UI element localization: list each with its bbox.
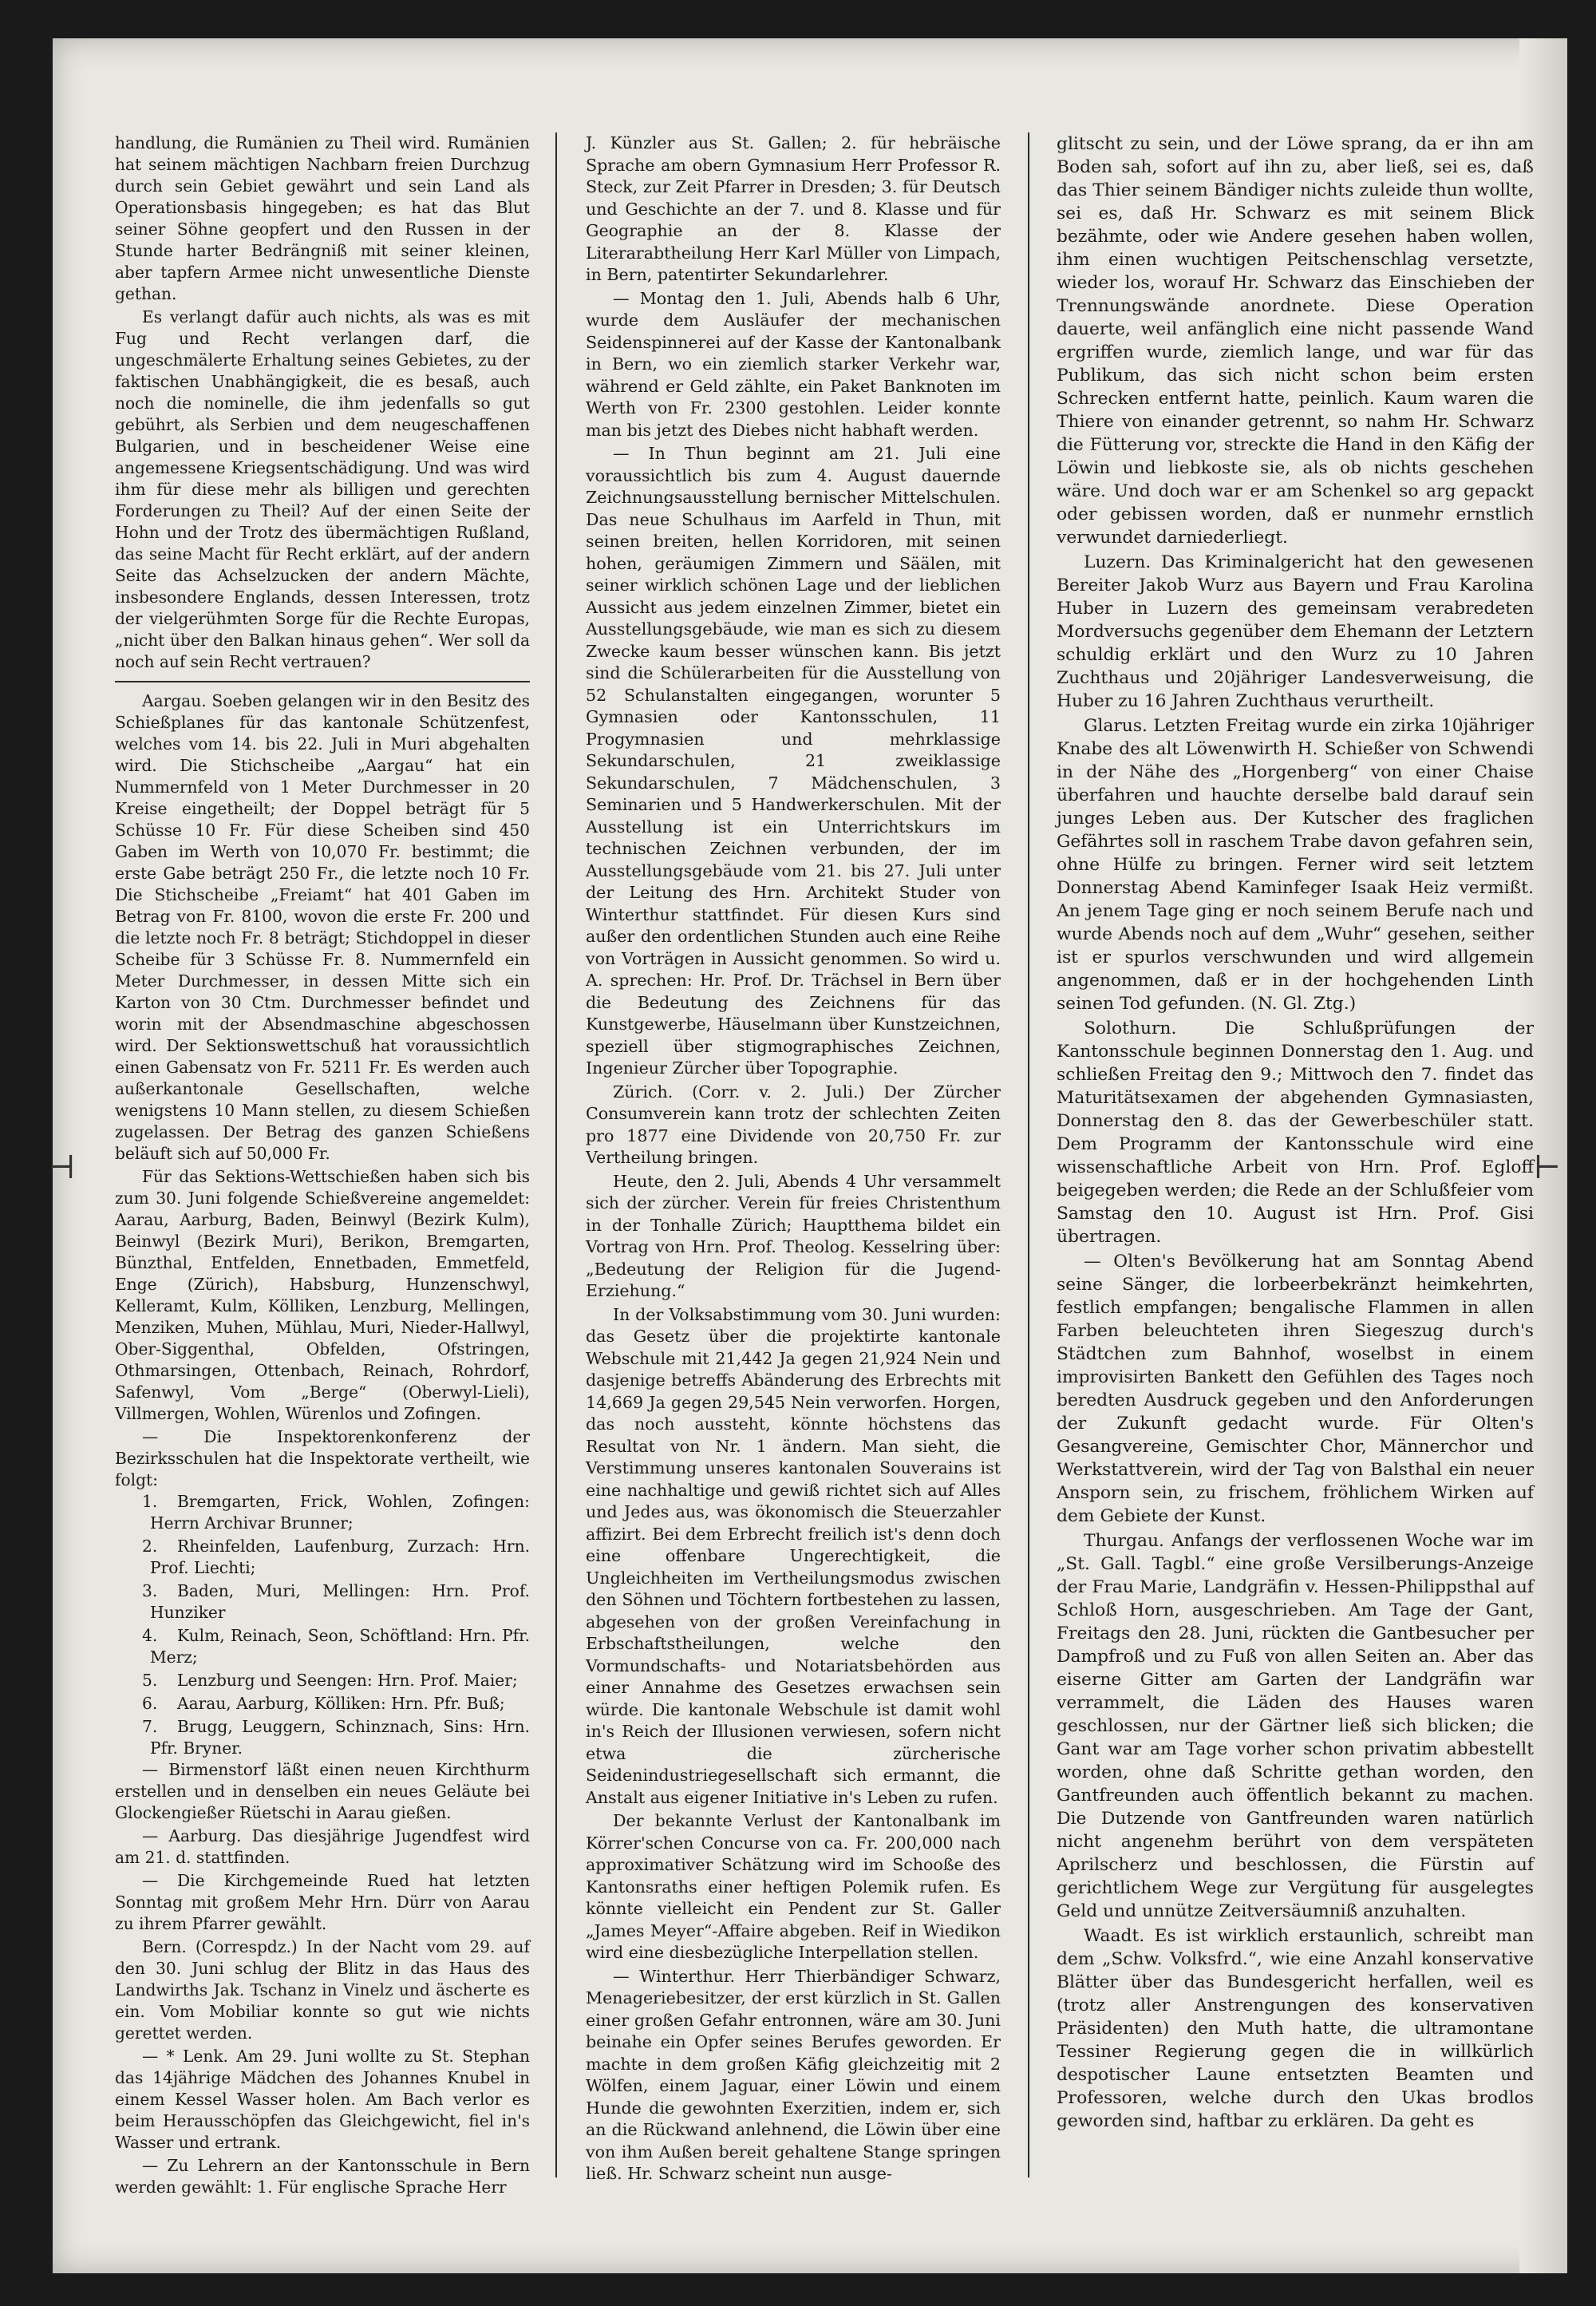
registration-mark-right: ⊢ [1533,1149,1561,1186]
column-rule [555,133,557,2177]
section-divider [115,681,530,682]
list-item: 3. Baden, Muri, Mellingen: Hrn. Prof. Hunziker [142,1581,530,1622]
article-waadt: Waadt. Es ist wirklich erstaunlich, schreibt man dem „Schw. Volksfrd.“, wie eine Anzahl konservative Blätter über das Bundesgericht herfallen, weil es (trotz aller Anstrengungen des konservativen Präsidenten) den Muth hatte, die ultramontane Tessiner Regierung gegen die in willkürlich despotischer Laune entsetzten Beamten und Professoren, welche durch den Ukas brodlos geworden sind, haftbar zu erklären. Da geht es [1057,1926,1534,2131]
article-text: — Die Inspektorenkonferenz der Bezirksschulen hat die Inspektorate vertheilt, wie folgt: [115,1427,530,1489]
article-luzern: Luzern. Das Kriminalgericht hat den gewesenen Bereiter Jakob Wurz aus Bayern und Frau Karolina Huber in Luzern des gemeinsam verabredeten Mordversuchs gegenüber dem Ehemann der Letztern schuldig erklärt und den Wurz zu 10 Jahren Zuchthaus und 20jähriger Landesverweisung, die Huber zu 16 Jahren Zuchthaus verurtheilt. [1057,552,1534,711]
newspaper-page [48,38,1567,2273]
article-text: — Montag den 1. Juli, Abends halb 6 Uhr, wurde dem Ausläufer der mechanischen Seidenspinnerei auf der Kasse der Kantonalbank in Bern, wo ein ziemlich starker Verkehr war, während er Geld zählte, ein Paket Banknoten im Werth von Fr. 2300 gestohlen. Leider konnte man bis jetzt des Diebes nicht habhaft werden. [586,288,1001,440]
list-item: 1. Bremgarten, Frick, Wohlen, Zofingen: Herrn Archivar Brunner; [142,1492,530,1533]
article-aargau: Aargau. Soeben gelangen wir in den Besitz des Schießplanes für das kantonale Schützenfest, welches vom 14. bis 22. Juli in Muri abgehalten wird. Die Stichscheibe „Aargau“ hat ein Nummernfeld von 1 Meter Durchmesser in 20 Kreise eingetheilt; der Doppel beträgt für 5 Schüsse 10 Fr. Für diese Scheiben sind 450 Gaben im Werth von 10,070 Fr. bestimmt; die erste Gabe beträgt 250 Fr., die letzte noch 10 Fr. Die Stichscheibe „Freiamt“ hat 401 Gaben im Betrag von Fr. 8100, wovon die erste Fr. 200 und die letzte noch Fr. 8 beträgt; Stichdoppel in dieser Scheibe für 3 Schüsse Fr. 8. Nummernfeld ein Meter Durchmesser, in dessen Mitte sich ein Karton von 30 Ctm. Durchmesser befindet und worin mit der Absendmaschine abgeschossen wird. Der Sektionswettschuß hat voraussichtlich einen Gabensatz von Fr. 5211 Fr. Es werden auch außerkantonale Gesellschaften, welche wenigstens 10 Mann stellen, zu diesem Schießen zugelassen. Der Betrag des ganzen Schießens beläuft sich auf 50,000 Fr. [115,691,530,1163]
list-item: 6. Aarau, Aarburg, Kölliken: Hrn. Pfr. Buß; [142,1694,505,1713]
article-text: — Zu Lehrern an der Kantonsschule in Bern werden gewählt: 1. Für englische Sprache Herr [115,2156,530,2197]
column-2 [586,133,1001,2185]
article-text: Für das Sektions-Wettschießen haben sich bis zum 30. Juni folgende Schießvereine angemeldet: Aarau, Aarburg, Baden, Beinwyl (Bezirk Kulm), Beinwyl (Bezirk Muri), Berikon, Bremgarten, Bünzthal, Entfelden, Ennetbaden, Emmetfeld, Enge (Zürich), Habsburg, Hunzenschwyl, Kelleramt, Kulm, Kölliken, Lenzburg, Mellingen, Menziken, Muhen, Mühlau, Muri, Nieder-Hallwyl, Ober-Siggenthal, Obfelden, Ofstringen, Othmarsingen, Ottenbach, Reinach, Rohrdorf, Safenwyl, Vom „Berge“ (Oberwyl-Lieli), Villmergen, Wohlen, Würenlos und Zofingen. [115,1167,530,1423]
article-text: Heute, den 2. Juli, Abends 4 Uhr versammelt sich der zürcher. Verein für freies Christenthum in der Tonhalle Zürich; Hauptthema bildet ein Vortrag von Hrn. Prof. Theolog. Kesselring über: „Bedeutung der Religion für die Jugend-Erziehung.“ [586,1171,1001,1300]
list-item: 7. Brugg, Leuggern, Schinznach, Sins: Hrn. Pfr. Bryner. [142,1717,530,1758]
article-winterthur: — Winterthur. Herr Thierbändiger Schwarz, Menageriebesitzer, der erst kürzlich in St. Gallen einer großen Gefahr entronnen, wäre am 30. Juni beinahe ein Opfer seines Berufes geworden. Er machte in dem großen Käfig gleichzeitig mit 2 Wölfen, einem Jaguar, einer Löwin und einem Hunde die gewohnten Exerzitien, indem er, sich an die Rückwand anlehnend, die Löwin über eine von ihm Außen bereit gehaltene Stange springen ließ. Hr. Schwarz scheint nun ausge- [586,1966,1001,2183]
article-zuerich: Zürich. (Corr. v. 2. Juli.) Der Zürcher Consumverein kann trotz der schlechten Zeiten pro 1877 eine Dividende von 20,750 Fr. zur Vertheilung bringen. [586,1082,1001,1167]
article-text: J. Künzler aus St. Gallen; 2. für hebräische Sprache am obern Gymnasium Herr Professor R. Steck, zur Zeit Pfarrer in Dresden; 3. für Deutsch und Geschichte an der 7. und 8. Klasse und für Geographie an der 8. Klasse der Literarabtheilung Herr Karl Müller von Limpach, in Bern, patentirter Sekundarlehrer. [586,133,1001,284]
inspectorate-list [115,1491,530,1759]
registration-mark-left: ⊣ [48,1149,76,1186]
article-text: handlung, die Rumänien zu Theil wird. Rumänien hat seinem mächtigen Nachbarn freien Durchzug durch sein Gebiet gewährt und sein Land als Operationsbasis hingegeben; es hat das Blut seiner Söhne geopfert und den Russen in der Stunde harter Bedrängniß mit seiner kleinen, aber tapfern Armee nicht unwesentliche Dienste gethan. [115,133,530,303]
column-3 [1057,133,1534,2133]
article-text: — Aarburg. Das diesjährige Jugendfest wird am 21. d. stattfinden. [115,1826,530,1867]
article-text: In der Volksabstimmung vom 30. Juni wurden: das Gesetz über die projektirte kantonale Webschule mit 21,442 Ja gegen 21,924 Nein und dasjenige betreffs Abänderung des Erbrechts mit 14,669 Ja gegen 29,545 Nein verworfen. Horgen, das noch aussteht, könnte höchstens das Resultat von Nr. 1 ändern. Man sieht, die Verstimmung unseres kantonalen Souverains ist eine nachhaltige und gewiß richtet sich auf Alles und Jedes aus, was ökonomisch die Steuerzahler affizirt. Bei dem Erbrecht freilich ist's denn doch eine offenbare Ungerechtigkeit, die Ungleichheiten im Vertheilungsmodus zwischen den Söhnen und Töchtern fortbestehen zu lassen, abgesehen von der großen Vereinfachung in Erbschaftstheilungen, welche den Vormundschafts- und Notariatsbehörden aus einer Annahme des Gesetzes erwachsen sein würde. Die kantonale Webschule ist damit wohl in's Reich der Illusionen verwiesen, sofern nicht etwa die zürcherische Seidenindustriegesellschaft sich ermannt, die Anstalt aus eigener Initiative in's Leben zu rufen. [586,1304,1001,1807]
article-glarus: Glarus. Letzten Freitag wurde ein zirka 10jähriger Knabe des alt Löwenwirth H. Schießer von Schwendi in der Nähe des „Horgenberg“ von einer Chaise überfahren und hauchte derselbe bald darauf sein junges Leben aus. Der Kutscher des fraglichen Gefährtes soll in raschem Trabe davon gefahren sein, ohne Hülfe zu bringen. Ferner wird seit letztem Donnerstag Abend Kaminfeger Isaak Heiz vermißt. An jenem Tage ging er noch seinem Berufe nach und wurde Abends noch auf dem „Wuhr“ gesehen, seither ist er spurlos verschwunden und wird allgemein angenommen, daß er in der hochgehenden Linth seinen Tod gefunden. (N. Gl. Ztg.) [1057,716,1534,1014]
article-solothurn: Solothurn. Die Schlußprüfungen der Kantonsschule beginnen Donnerstag den 1. Aug. und schließen Freitag den 9.; Mittwoch den 7. findet das Maturitätsexamen der abgehenden Gymnasiasten, Donnerstag den 8. das der Gewerbeschüler statt. Dem Programm der Kantonsschule wird eine wissenschaftliche Arbeit von Hrn. Prof. Egloff beigegeben werden; die Rede an der Schlußfeier vom Samstag den 10. August ist Hrn. Prof. Gisi übertragen. [1057,1019,1534,1247]
article-text: Es verlangt dafür auch nichts, als was es mit Fug und Recht verlangen darf, die ungeschmälerte Erhaltung seines Gebietes, zu der faktischen Unabhängigkeit, die es besaß, auch noch die nominelle, die ihm jedenfalls so gut gebührt, als Serbien und dem neugeschaffenen Bulgarien, und in bescheidener Weise eine angemessene Kriegsentschädigung. Und was wird ihm für diese mehr als billigen und gerechten Forderungen zu Theil? Auf der einen Seite der Hohn und der Trotz des übermächtigen Rußland, das seine Macht für Recht erklärt, auf der andern Seite das Achselzucken der andern Mächte, insbesondere Englands, dessen Interessen, trotz der vielgerühmten Sorge für die Rechte Europas, „nicht über den Balkan hinaus gehen“. Wer soll da noch auf sein Recht vertrauen? [115,307,530,671]
article-thurgau: Thurgau. Anfangs der verflossenen Woche war im „St. Gall. Tagbl.“ eine große Versilberungs-Anzeige der Frau Marie, Landgräfin v. Hessen-Philippsthal auf Schloß Horn, ausgeschrieben. Am Tage der Gant, Freitags den 28. Juni, rückten die Gantbesucher per Dampfroß und zu Fuß von allen Seiten an. Aber das eiserne Gitter am Garten der Landgräfin war verrammelt, die Läden des Hauses waren geschlossen, nur der Gärtner ließ sich blicken; die Gant war am Tage vorher schon privatim abbestellt worden, ohne daß Schritte gethan worden, den Gantfreunden auch öffentlich bekannt zu machen. Die Dutzende von Gantfreunden waren natürlich nicht angenehm berührt von dem verspäteten Aprilscherz und beschlossen, die Fürstin auf gerichtlichem Wege zur Vergütung für ausgelegtes Geld und unnütze Zeitversäumniß anzuhalten. [1057,1531,1534,1921]
article-text: — Birmenstorf läßt einen neuen Kirchthurm erstellen und in denselben ein neues Geläute bei Glockengießer Rüetschi in Aarau gießen. [115,1760,530,1822]
list-item: 5. Lenzburg und Seengen: Hrn. Prof. Maier; [142,1671,518,1690]
article-text: — * Lenk. Am 29. Juni wollte zu St. Stephan das 14jährige Mädchen des Johannes Knubel in einem Kessel Wasser holen. Am Bach verlor es beim Herausschöpfen das Gleichgewicht, fiel in's Wasser und ertrank. [115,2047,530,2152]
article-text: glitscht zu sein, und der Löwe sprang, da er ihn am Boden sah, sofort auf ihn zu, aber ließ, sei es, daß das Thier seinem Bändiger nichts zuleide thun wollte, sei es, daß Hr. Schwarz es mit seinem Blick bezähmte, oder wie Andere gesehen haben wollen, ihm einen wuchtigen Peitschenschlag versetzte, wieder los, worauf Hr. Schwarz das Einschieben der Trennungswände anordnete. Diese Operation dauerte, weil anfänglich eine nicht passende Wand ergriffen wurde, ziemlich lange, und war für das Publikum, das sich nicht schon beim ersten Schrecken entfernt hatte, peinlich. Kaum waren die Thiere von einander getrennt, so nahm Hr. Schwarz die Fütterung vor, streckte die Hand in den Käfig der Löwin und liebkoste sie, als ob nichts geschehen wäre. Und doch war er am Schenkel so arg gepackt oder gebissen worden, daß er nunmehr ernstlich verwundet darniederliegt. [1057,134,1534,548]
article-text: — Die Kirchgemeinde Rued hat letzten Sonntag mit großem Mehr Hrn. Dürr von Aarau zu ihrem Pfarrer gewählt. [115,1871,530,1933]
column-1 [115,133,530,2198]
article-text: — Olten's Bevölkerung hat am Sonntag Abend seine Sänger, die lorbeerbekränzt heimkehrten, festlich empfangen; bengalische Flammen in allen Farben beleuchteten ihren Siegeszug durch's Städtchen zum Bahnhof, woselbst in einem improvisirten Bankett den Gefühlen des Tages noch beredten Ausdruck gegeben und den Anforderungen der Zukunft gedacht wurde. Für Olten's Gesangvereine, Gemischter Chor, Männerchor und Werkstattverein, wird der Tag von Balsthal ein neuer Ansporn sein, zu frischem, fröhlichem Wirken auf dem Gebiete der Kunst. [1057,1252,1534,1526]
article-text: — In Thun beginnt am 21. Juli eine voraussichtlich bis zum 4. August dauernde Zeichnungsausstellung bernischer Mittelschulen. Das neue Schulhaus im Aarfeld in Thun, mit seinen breiten, hellen Korridoren, mit seinen hohen, geräumigen Zimmern und Säälen, mit seiner wirklich schönen Lage und der lieblichen Aussicht aus jedem einzelnen Zimmer, bietet ein Ausstellungsgebäude, wie man es sich zu diesem Zwecke kaum besser wünschen kann. Bis jetzt sind die Schülerarbeiten für die Ausstellung von 52 Schulanstalten eingegangen, worunter 5 Gymnasien oder Kantonsschulen, 11 Progymnasien und mehrklassige Sekundarschulen, 21 zweiklassige Sekundarschulen, 7 Mädchenschulen, 3 Seminarien und 5 Handwerkerschulen. Mit der Ausstellung ist ein Unterrichtskurs im technischen Zeichnen verbunden, der im Ausstellungsgebäude vom 21. bis 27. Juli unter der Leitung des Hrn. Architekt Studer von Winterthur stattfindet. Für diesen Kurs sind außer den ordentlichen Stunden auch eine Reihe von Vorträgen in Aussicht genommen. So wird u. A. sprechen: Hr. Prof. Dr. Trächsel in Bern über die Bedeutung des Zeichnens für das Kunstgewerbe, Häuselmann über Kunstzeichnen, speziell über stigmographisches Zeichnen, Ingenieur Zürcher über Topographie. [586,444,1001,1078]
column-rule [1028,133,1029,2177]
article-bern: Bern. (Correspdz.) In der Nacht vom 29. auf den 30. Juni schlug der Blitz in das Haus des Landwirths Jak. Tschanz in Vinelz und äscherte es ein. Vom Mobiliar konnte so gut wie nichts gerettet werden. [115,1937,530,2043]
article-text: Der bekannte Verlust der Kantonalbank im Körrer'schen Concurse von ca. Fr. 200,000 nach approximativer Schätzung wird im Schooße des Kantonsraths einer heftigen Polemik rufen. Es könnte vielleicht ein Pendent zur St. Galler „James Meyer“-Affaire abgeben. Reif in Wiedikon wird eine diesbezügliche Interpellation stellen. [586,1811,1001,1962]
list-item: 4. Kulm, Reinach, Seon, Schöftland: Hrn. Pfr. Merz; [142,1626,530,1667]
list-item: 2. Rheinfelden, Laufenburg, Zurzach: Hrn. Prof. Liechti; [142,1537,530,1577]
